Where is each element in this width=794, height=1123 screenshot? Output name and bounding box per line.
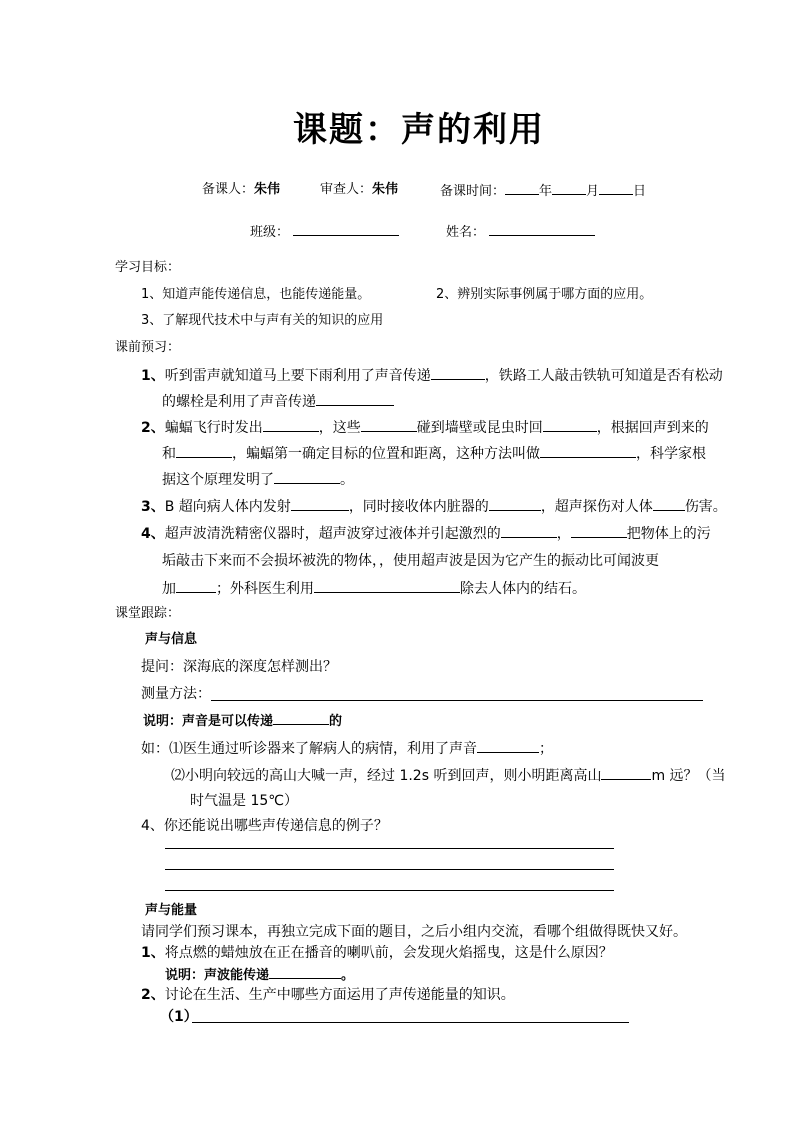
reviewer-field <box>320 182 398 198</box>
energy-q2-number: 2、 <box>141 987 165 1003</box>
q2-number: 2、 <box>141 420 165 436</box>
goal-1: 1、知道声能传递信息，也能传递能量。 <box>141 287 371 302</box>
q2-text-f: ，蝙蝠第一确定目标的位置和距离，这种方法叫做 <box>232 446 540 462</box>
day-blank[interactable] <box>599 182 633 195</box>
reviewer-name: 朱伟 <box>372 182 399 197</box>
q1-number: 1、 <box>141 368 165 384</box>
year-blank[interactable] <box>505 182 539 195</box>
info-answer-line-1[interactable] <box>165 848 614 849</box>
q2-blank-1[interactable] <box>263 419 319 432</box>
q4-blank-2[interactable] <box>571 525 627 538</box>
q2-text-a: 蝙蝠飞行时发出 <box>164 420 263 436</box>
example-1-blank[interactable] <box>477 740 539 753</box>
energy-q1-text: 将点燃的蜡烛放在正在播音的喇叭前，会发现火焰摇曳，这是什么原因？ <box>164 945 613 961</box>
goal-3: 3、了解现代技术中与声有关的知识的应用 <box>141 313 384 328</box>
q4-text-d: 加 <box>162 581 176 597</box>
example-2-line1 <box>171 767 726 785</box>
preview-q4-line3 <box>162 580 586 598</box>
day-label: 日 <box>633 184 647 199</box>
q3-number: 3、 <box>141 499 165 515</box>
preview-q2-line3 <box>162 471 354 489</box>
q3-blank-1[interactable] <box>291 498 349 511</box>
q2-text-d: ，根据回声到来的 <box>596 420 709 436</box>
energy-explain-text-b: 。 <box>341 968 355 983</box>
preview-q3 <box>141 498 727 516</box>
goal-2: 2、辨别实际事例属于哪方面的应用。 <box>436 287 653 302</box>
preview-q4-line1 <box>141 525 711 543</box>
energy-q2 <box>141 987 515 1004</box>
q3-text-b: ，同时接收体内脏器的 <box>348 499 489 515</box>
class-label: 班级： <box>250 225 290 240</box>
preview-q4-line2: 垢敲击下来而不会损坏被洗的物体，，使用超声波是因为它产生的振动比可闻波更 <box>162 553 659 569</box>
example-2-blank[interactable] <box>601 767 651 780</box>
class-heading: 课堂跟踪： <box>115 606 181 621</box>
info-question-4: 4、你还能说出哪些声传递信息的例子？ <box>141 818 388 834</box>
q2-blank-4[interactable] <box>176 445 232 458</box>
q3-blank-3[interactable] <box>653 498 685 511</box>
energy-q1-number: 1、 <box>141 945 165 961</box>
energy-q1 <box>141 945 613 962</box>
q4-blank-3[interactable] <box>176 580 216 593</box>
energy-explain-text-a: 说明：声波能传递 <box>165 968 270 983</box>
energy-answer-line-1[interactable] <box>192 1022 629 1023</box>
method-label: 测量方法： <box>141 686 211 702</box>
q2-blank-5[interactable] <box>540 445 636 458</box>
preparer-label: 备课人： <box>202 182 255 197</box>
q1-text-b: ，铁路工人敲击铁轨可知道是否有松动 <box>484 368 723 384</box>
q3-text-d: 伤害。 <box>684 499 727 515</box>
info-section-title: 声与信息 <box>145 632 198 647</box>
preparer-name: 朱伟 <box>254 182 281 197</box>
info-explain-blank[interactable] <box>273 712 329 725</box>
preparer-field <box>202 182 280 198</box>
info-answer-line-3[interactable] <box>165 890 614 891</box>
q4-blank-1[interactable] <box>501 525 557 538</box>
info-explain-text-a: 说明：声音是可以传递 <box>143 714 274 729</box>
example-2-text-a: ⑵小明向较远的高山大喊一声，经过 1.2s 听到回声，则小明距离高山 <box>171 768 602 784</box>
method-answer-line[interactable] <box>211 700 703 701</box>
q3-text-c: ，超声探伤对人体 <box>540 499 653 515</box>
q2-text-b: ，这些 <box>318 420 361 436</box>
q4-text-b: ， <box>556 526 571 542</box>
q2-text-h: 据这个原理发明了 <box>162 472 274 488</box>
q4-text-e: ；外科医生利用 <box>216 581 314 597</box>
info-explain-text-b: 的 <box>329 714 343 729</box>
class-blank[interactable] <box>293 223 399 236</box>
name-field <box>446 223 595 241</box>
q2-blank-2[interactable] <box>361 419 417 432</box>
q2-text-c: 碰到墙壁或昆虫时回 <box>416 420 543 436</box>
q1-text-c: 的螺栓是利用了声音传递 <box>162 394 316 410</box>
q2-blank-3[interactable] <box>543 419 597 432</box>
example-1-text-a: 如：⑴医生通过听诊器来了解病人的病情，利用了声音 <box>141 741 477 757</box>
page-title: 课题：声的利用 <box>293 110 545 150</box>
q1-blank-2[interactable] <box>316 393 394 406</box>
info-explain <box>143 712 342 730</box>
q4-text-c: 把物体上的污 <box>626 526 711 542</box>
q4-number: 4、 <box>141 526 165 542</box>
example-1-text-b: ； <box>539 741 553 757</box>
energy-intro: 请同学们预习课本，再独立完成下面的题目，之后小组内交流，看哪个组做得既快又好。 <box>141 924 687 940</box>
q4-text-f: 除去人体内的结石。 <box>460 581 586 597</box>
energy-section-title: 声与能量 <box>145 903 198 918</box>
prep-time-field <box>440 182 646 200</box>
q1-blank-1[interactable] <box>431 367 485 380</box>
info-answer-line-2[interactable] <box>165 869 614 870</box>
name-blank[interactable] <box>489 223 595 236</box>
q2-text-e: 和 <box>162 446 176 462</box>
preview-q2-line1 <box>141 419 709 437</box>
q4-text-a: 超声波清洗精密仪器时，超声波穿过液体并引起激烈的 <box>164 526 501 542</box>
q3-text-a: B 超向病人体内发射 <box>164 499 291 515</box>
q3-blank-2[interactable] <box>489 498 541 511</box>
preview-q1-line1 <box>141 367 723 385</box>
reviewer-label: 审查人： <box>320 182 373 197</box>
month-blank[interactable] <box>552 182 586 195</box>
prep-time-label: 备课时间： <box>440 184 506 199</box>
energy-explain <box>165 966 354 984</box>
q2-text-i: 。 <box>340 472 354 488</box>
goals-heading: 学习目标： <box>115 260 181 275</box>
example-1 <box>141 740 553 758</box>
energy-explain-blank[interactable] <box>269 966 341 979</box>
q1-text-a: 听到雷声就知道马上要下雨利用了声音传递 <box>164 368 431 384</box>
energy-q2-text: 讨论在生活、生产中哪些方面运用了声传递能量的知识。 <box>164 987 515 1003</box>
example-2-text-b: m 远？（当 <box>651 768 726 784</box>
q4-blank-4[interactable] <box>314 580 460 593</box>
question-depth: 提问：深海底的深度怎样测出？ <box>141 659 337 675</box>
example-2-line2: 时气温是 15℃） <box>190 793 298 809</box>
month-label: 月 <box>586 184 600 199</box>
year-label: 年 <box>539 184 553 199</box>
name-label: 姓名： <box>446 225 486 240</box>
preview-heading: 课前预习： <box>115 340 181 355</box>
q2-text-g: ，科学家根 <box>636 446 706 462</box>
class-field <box>250 223 399 241</box>
preview-q1-line2 <box>162 393 394 411</box>
energy-q2-item-1: （1） <box>160 1009 198 1025</box>
q2-blank-6[interactable] <box>274 471 340 484</box>
preview-q2-line2 <box>162 445 706 463</box>
